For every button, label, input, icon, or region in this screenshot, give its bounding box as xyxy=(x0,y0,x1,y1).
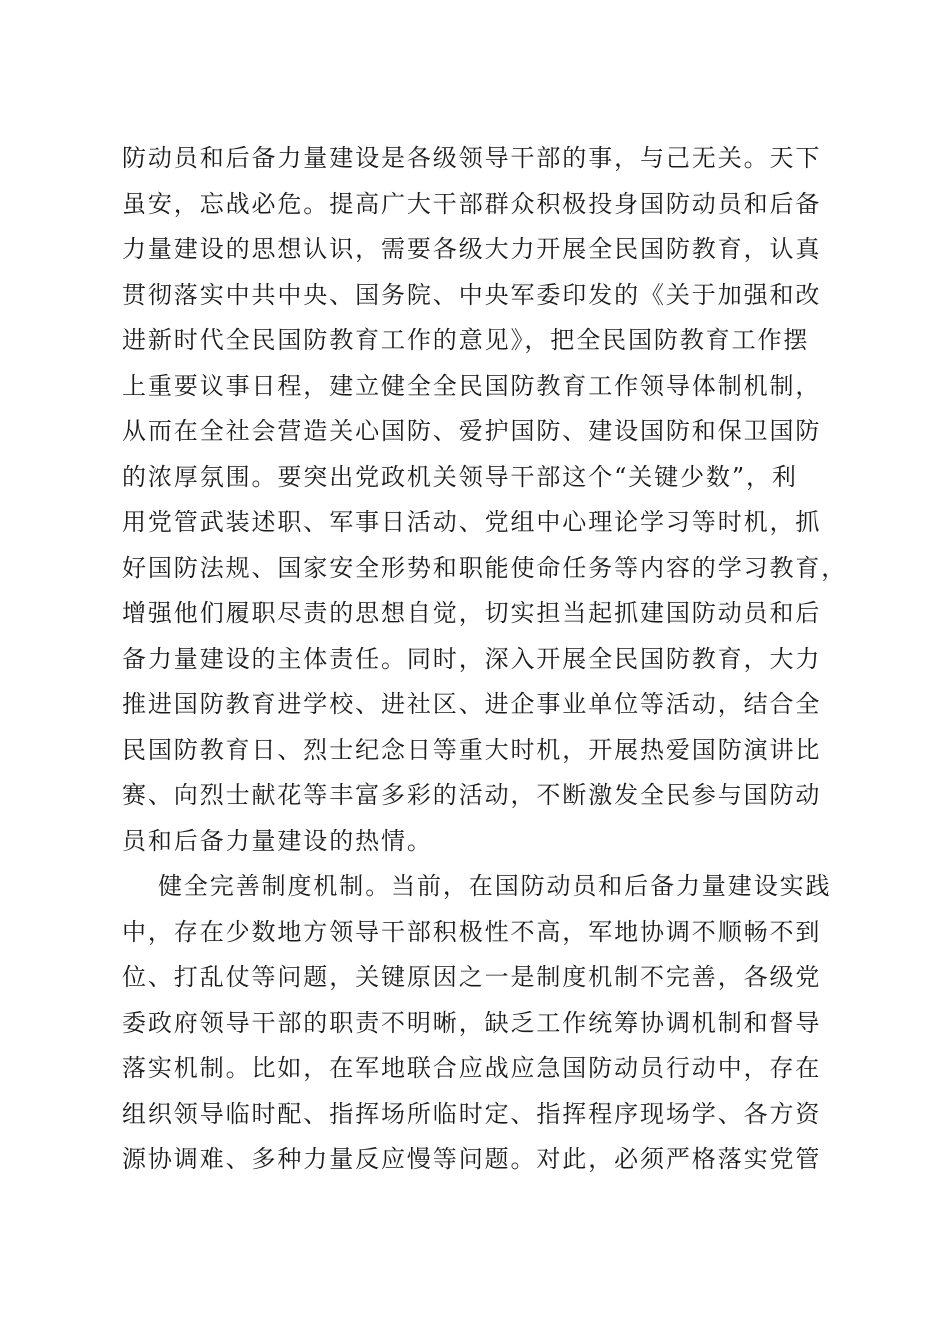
text-line: 上重要议事日程，建立健全全民国防教育工作领导体制机制， xyxy=(122,371,822,400)
text-line: 委政府领导干部的职责不明晰，缺乏工作统筹协调机制和督导 xyxy=(122,1008,822,1037)
text-line: 的浓厚氛围。要突出党政机关领导干部这个“关键少数”，利 xyxy=(122,462,798,491)
text-line: 好国防法规、国家安全形势和职能使命任务等内容的学习教育， xyxy=(122,553,848,582)
text-line: 民国防教育日、烈士纪念日等重大时机，开展热爱国防演讲比 xyxy=(122,735,822,764)
text-line: 赛、向烈士献花等丰富多彩的活动，不断激发全民参与国防动 xyxy=(122,781,822,809)
text-line: 组织领导临时配、指挥场所临时定、指挥程序现场学、各方资 xyxy=(122,1099,822,1128)
text-line: 健全完善制度机制。当前，在国防动员和后备力量建设实践 xyxy=(158,872,832,900)
text-line: 备力量建设的主体责任。同时，深入开展全民国防教育，大力 xyxy=(122,644,822,673)
text-line: 虽安，忘战必危。提高广大干部群众积极投身国防动员和后备 xyxy=(122,189,822,218)
text-line: 从而在全社会营造关心国防、爱护国防、建设国防和保卫国防 xyxy=(122,417,822,445)
text-line: 力量建设的思想认识，需要各级大力开展全民国防教育，认真 xyxy=(122,235,822,263)
text-line: 中，存在少数地方领导干部积极性不高，军地协调不顺畅不到 xyxy=(122,917,822,946)
paragraph-institutional-mechanisms xyxy=(122,864,834,1183)
text-line: 员和后备力量建设的热情。 xyxy=(122,826,433,855)
text-line: 贯彻落实中共中央、国务院、中央军委印发的《关于加强和改 xyxy=(122,280,822,309)
text-line: 进新时代全民国防教育工作的意见》，把全民国防教育工作摆 xyxy=(122,326,810,354)
text-line: 落实机制。比如，在军地联合应战应急国防动员行动中，存在 xyxy=(122,1054,822,1082)
text-line: 防动员和后备力量建设是各级领导干部的事，与己无关。天下 xyxy=(122,144,822,172)
text-line: 用党管武装述职、军事日活动、党组中心理论学习等时机，抓 xyxy=(122,508,822,536)
paragraph-continued xyxy=(122,136,848,864)
text-line: 源协调难、多种力量反应慢等问题。对此，必须严格落实党管 xyxy=(122,1145,822,1173)
text-line: 推进国防教育进学校、进社区、进企事业单位等活动，结合全 xyxy=(122,690,822,718)
document-body xyxy=(122,136,848,1183)
text-line: 增强他们履职尽责的思想自觉，切实担当起抓建国防动员和后 xyxy=(122,599,822,627)
text-line: 位、打乱仗等问题，关键原因之一是制度机制不完善，各级党 xyxy=(122,963,822,991)
